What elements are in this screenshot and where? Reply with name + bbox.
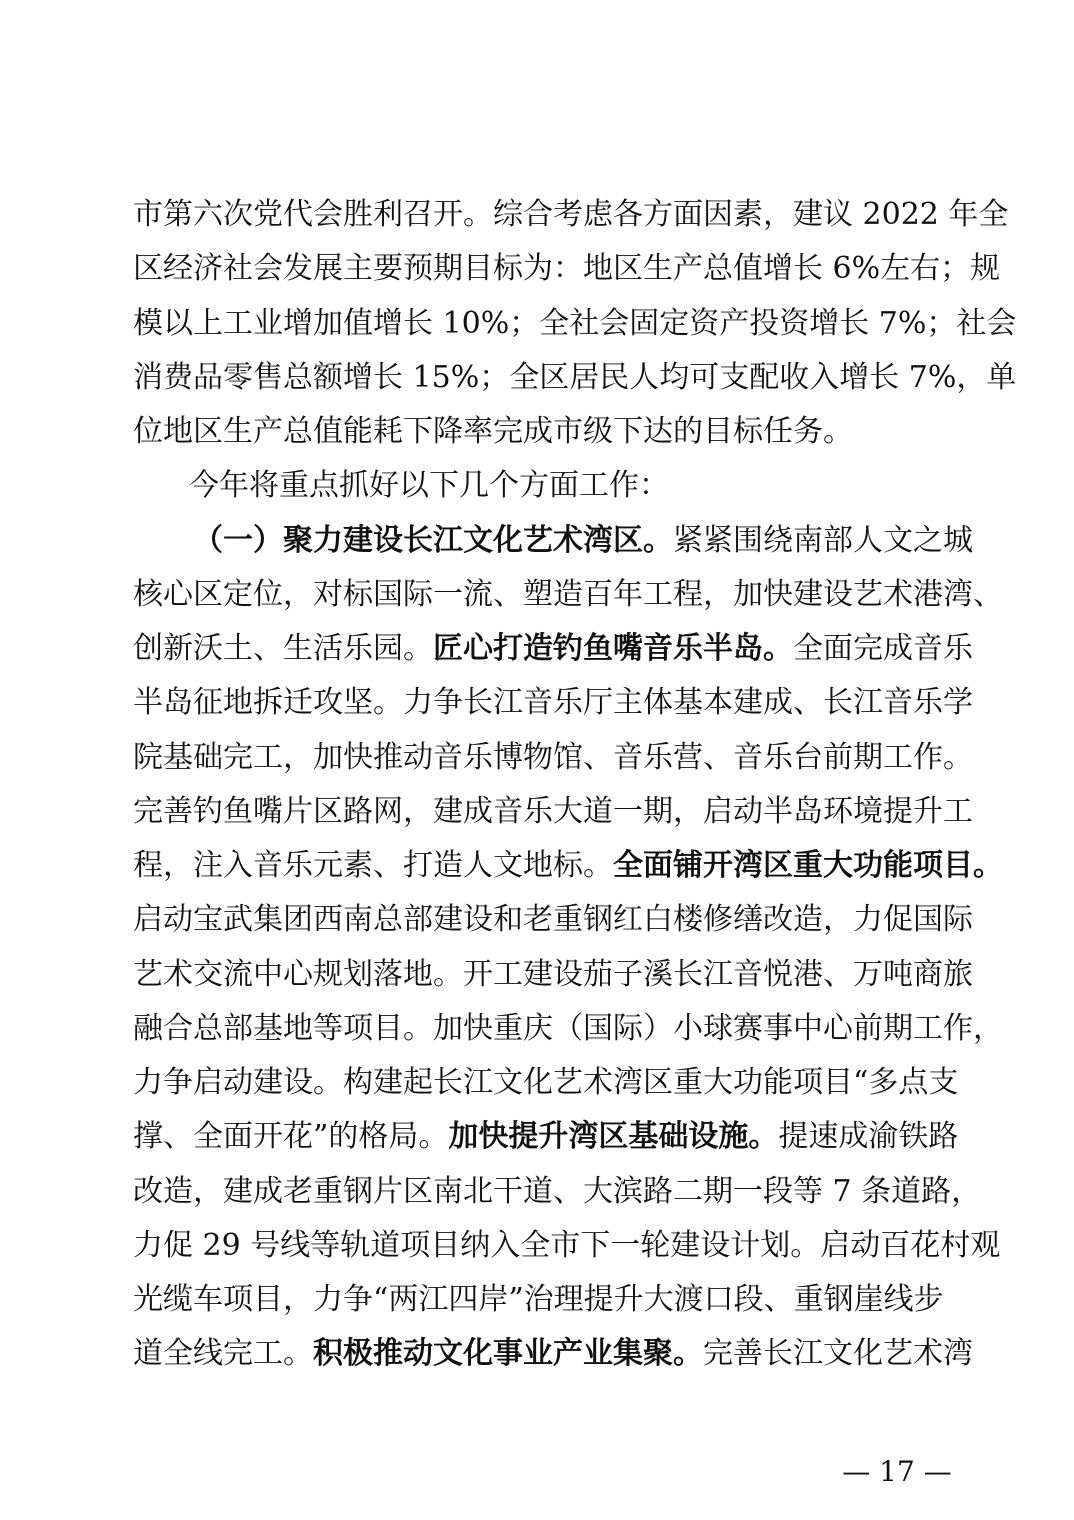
text-line: 力争启动建设。构建起长江文化艺术湾区重大功能项目“多点支 (133, 1065, 959, 1100)
body-text (133, 188, 1017, 1382)
text-line: 艺术交流中心规划落地。开工建设茄子溪长江音悦港、万吨商旅 (133, 956, 973, 992)
text-run: 全面完成音乐 (793, 631, 973, 666)
subsection-heading: 积极推动文化事业产业集聚。 (313, 1336, 703, 1372)
text-line (133, 622, 973, 676)
text-line: 启动宝武集团西南总部建设和老重钢红白楼修缮改造，力促国际 (133, 902, 973, 938)
text-line (133, 839, 1003, 893)
text-run: 紧紧围绕南部人文之城 (673, 522, 973, 558)
subsection-heading: 全面铺开湾区重大功能项目。 (613, 848, 1003, 883)
text-run: 程，注入音乐元素、打造人文地标。 (133, 848, 613, 883)
text-run: 完善长江文化艺术湾 (703, 1336, 973, 1372)
text-run: 撑、全面开花”的格局。 (133, 1119, 449, 1155)
text-line: 改造，建成老重钢片区南北干道、大滨路二期一段等 7 条道路， (133, 1173, 982, 1209)
text-line (133, 1110, 959, 1164)
text-line (133, 514, 973, 568)
text-line: 市第六次党代会胜利召开。综合考虑各方面因素，建议 2022 年全 (133, 197, 1009, 232)
text-run: 创新沃土、生活乐园。 (133, 631, 433, 666)
text-run: 提速成渝铁路 (778, 1119, 959, 1155)
section-heading: （一）聚力建设长江文化艺术湾区。 (193, 522, 673, 558)
text-line: 融合总部基地等项目。加快重庆（国际）小球赛事中心前期工作， (133, 1010, 1003, 1046)
subsection-heading: 加快提升湾区基础设施。 (448, 1119, 779, 1155)
text-line (133, 1327, 973, 1381)
text-line: 院基础完工，加快推动音乐博物馆、音乐营、音乐台前期工作。 (133, 739, 973, 775)
text-line: 今年将重点抓好以下几个方面工作： (189, 468, 669, 504)
text-line: 模以上工业增加值增长 10%；全社会固定资产投资增长 7%；社会 (133, 305, 1017, 341)
text-line: 消费品零售总额增长 15%；全区居民人均可支配收入增长 7%，单 (133, 359, 1017, 395)
page-number: — 17 — (842, 1455, 952, 1488)
text-line: 半岛征地拆迁攻坚。力争长江音乐厅主体基本建成、长江音乐学 (133, 685, 973, 721)
text-line: 完善钓鱼嘴片区路网，建成音乐大道一期，启动半岛环境提升工 (133, 793, 973, 829)
text-line: 力促 29 号线等轨道项目纳入全市下一轮建设计划。启动百花村观 (133, 1227, 1001, 1263)
text-line: 核心区定位，对标国际一流、塑造百年工程，加快建设艺术港湾、 (133, 576, 1003, 612)
text-line: 区经济社会发展主要预期目标为：地区生产总值增长 6%左右；规 (133, 251, 1001, 287)
text-line: 位地区生产总值能耗下降率完成市级下达的目标任务。 (133, 414, 853, 449)
subsection-heading: 匠心打造钓鱼嘴音乐半岛。 (433, 631, 793, 666)
text-run: 道全线完工。 (133, 1336, 313, 1372)
text-line: 光缆车项目，力争“两江四岸”治理提升大渡口段、重钢崖线步 (133, 1282, 944, 1317)
